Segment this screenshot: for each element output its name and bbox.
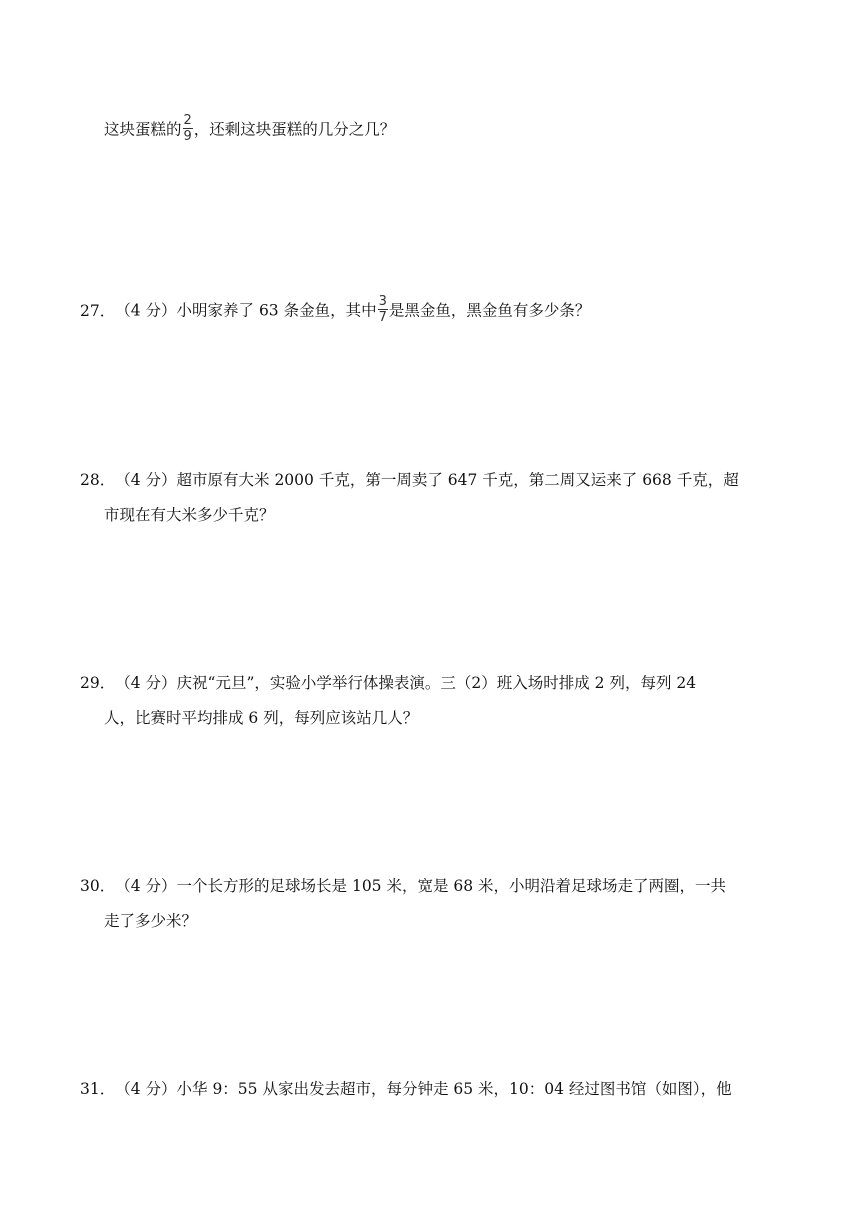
q31-number: 31．	[80, 1080, 116, 1098]
q28-text-line1: （4 分）超市原有大米 2000 千克，第一周卖了 647 千克，第二周又运来了 668 千克，超	[115, 471, 739, 489]
q26-line	[104, 113, 396, 145]
q30-line-1	[80, 876, 726, 896]
q29-line-1	[80, 673, 696, 693]
q31-line-1	[80, 1079, 732, 1099]
q30-line-2	[104, 911, 197, 931]
q29-line-2	[104, 708, 418, 728]
q30-text-line1: （4 分）一个长方形的足球场长是 105 米，宽是 68 米，小明沿着足球场走了两圈，一共	[115, 877, 727, 895]
q27-fraction: $\frac{3}{7}$	[378, 294, 387, 325]
q27-text-before: （4 分）小明家养了 63 条金鱼，其中	[115, 301, 377, 320]
q29-text-line2: 人，比赛时平均排成 6 列，每列应该站几人？	[104, 709, 419, 727]
q31-text-line1: （4 分）小华 9：55 从家出发去超市，每分钟走 65 米，10：04 经过图书馆（如图），他	[115, 1080, 732, 1098]
q29-text-line1: （4 分）庆祝“元旦”，实验小学举行体操表演。三（2）班入场时排成 2 列，每列 24	[115, 674, 697, 692]
q30-number: 30．	[80, 877, 116, 895]
q27-text-after: 是黑金鱼，黑金鱼有多少条？	[388, 301, 591, 320]
q26-text-before: 这块蛋糕的	[104, 120, 182, 139]
q30-text-line2: 走了多少米？	[104, 912, 198, 930]
q28-number: 28．	[80, 471, 116, 489]
q29-number: 29．	[80, 674, 116, 692]
q26-text-after: ，还剩这块蛋糕的几分之几？	[193, 120, 396, 139]
q28-line-1	[80, 470, 739, 490]
q27-line	[80, 294, 591, 326]
q28-line-2	[104, 505, 275, 525]
q26-fraction: $\frac{2}{9}$	[183, 113, 192, 144]
q28-text-line2: 市现在有大米多少千克？	[104, 506, 275, 524]
q27-number: 27．	[80, 301, 116, 320]
